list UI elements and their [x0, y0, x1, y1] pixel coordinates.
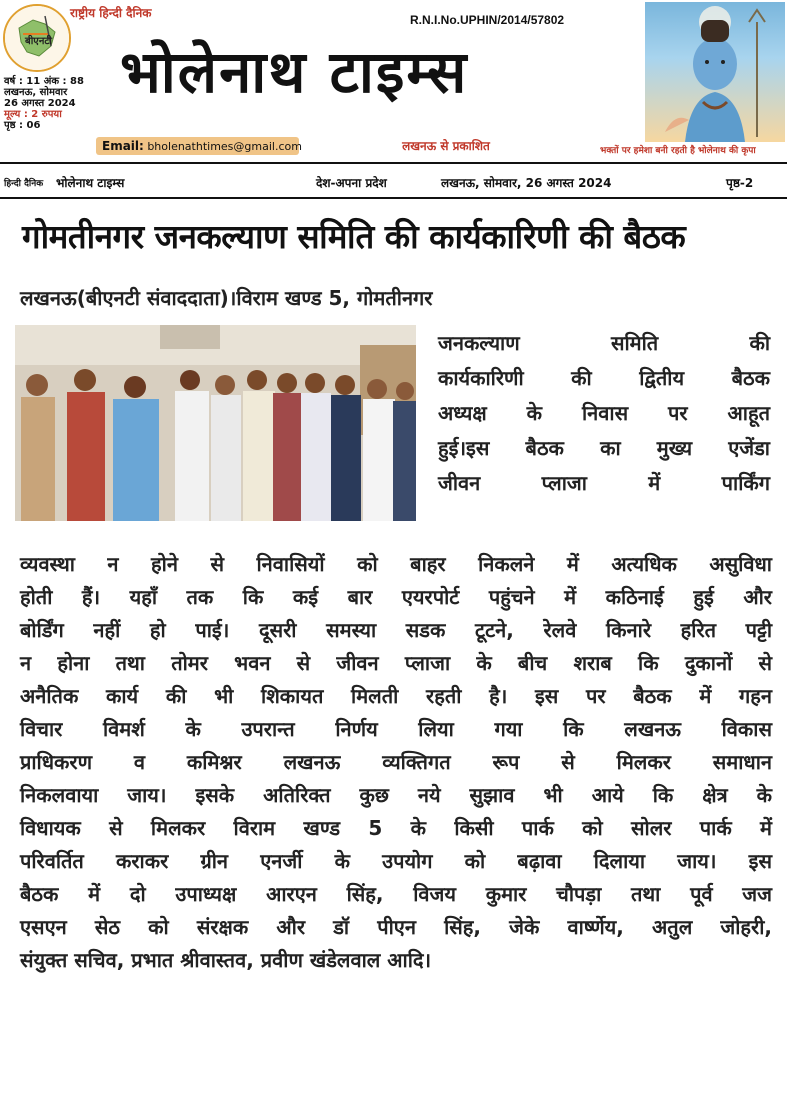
article-headline: गोमतीनगर जनकल्याण समिति की कार्यकारिणी की बैठक: [22, 217, 686, 256]
body-line: न होना तथा तोमर भवन से जीवन प्लाजा के बीच शराब कि दुकानों से: [20, 651, 772, 675]
newspaper-logo: [3, 4, 71, 72]
issue-info: [4, 76, 84, 131]
shiva-image: [645, 2, 785, 142]
strip-paper-label: हिन्दी दैनिक: [4, 179, 44, 189]
side-line: हुई।इस बैठक का मुख्य एजेंडा: [438, 436, 770, 460]
body-line: एसएन सेठ को संरक्षक और डॉ पीएन सिंह, जेके वार्ष्णेय, अतुल जोहरी,: [20, 915, 773, 939]
published-from: लखनऊ से प्रकाशित: [371, 137, 521, 155]
body-line: संयुक्त सचिव, प्रभात श्रीवास्तव, प्रवीण खंडेलवाल आदि।: [20, 948, 432, 972]
side-line: अध्यक्ष के निवास पर आहूत: [438, 401, 770, 425]
email-box: [96, 137, 302, 155]
article-side-column: [438, 326, 770, 501]
body-line: परिवर्तित कराकर ग्रीन एनर्जी के उपयोग को बढ़ावा दिलाया जाय। इस: [20, 849, 772, 873]
email-address[interactable]: bholenathtimes@gmail.com: [147, 140, 302, 153]
article-byline: लखनऊ(बीएनटी संवाददाता)।विराम खण्ड 5, गोमतीनगर: [20, 286, 433, 310]
side-line: जनकल्याण समिति की: [438, 331, 770, 355]
side-line: कार्यकारिणी की द्वितीय बैठक: [438, 366, 770, 390]
masthead-divider: [0, 162, 787, 164]
email-label: Email:: [102, 139, 144, 153]
map-logo-icon: [5, 6, 69, 70]
body-line: विचार विमर्श के उपरान्त निर्णय लिया गया कि लखनऊ विकास: [20, 717, 772, 741]
masthead: [0, 0, 787, 160]
shiva-caption: भक्तों पर हमेशा बनी रहती है भोलेनाथ की कृपा: [600, 146, 756, 156]
issue-date: 26 अगस्त 2024: [4, 98, 76, 109]
group-photo-icon: [15, 325, 416, 521]
article-body: [20, 548, 772, 977]
body-line: होती हैं। यहाँ तक कि कई बार एयरपोर्ट पहुंचने में कठिनाई हुई और: [20, 585, 772, 609]
body-line: विधायक से मिलकर विराम खण्ड 5 के किसी पार्क को सोलर पार्क में: [20, 816, 772, 840]
strip-dateline: लखनऊ, सोमवार, 26 अगस्त 2024: [441, 176, 612, 190]
tagline: राष्ट्रीय हिन्दी दैनिक: [70, 6, 152, 20]
strip-page-number: पृष्ठ-2: [726, 176, 754, 190]
body-line: बैठक में दो उपाध्यक्ष आरएन सिंह, विजय कुमार चौपड़ा तथा पूर्व जज: [20, 882, 772, 906]
issue-price: मूल्य : 2 रुपया: [4, 109, 62, 120]
body-line: निकलवाया जाय। इसके अतिरिक्त कुछ नये सुझाव भी आये कि क्षेत्र के: [20, 783, 772, 807]
strip-paper-name: भोलेनाथ टाइम्स: [56, 176, 125, 190]
body-line: व्यवस्था न होने से निवासियों को बाहर निकलने में अत्यधिक असुविधा: [20, 552, 772, 576]
side-line: जीवन प्लाजा में पार्किंग: [438, 471, 770, 495]
issue-place-day: लखनऊ, सोमवार: [4, 87, 68, 98]
issue-volume: वर्ष : 11 अंक : 88: [4, 76, 84, 87]
rni-number: R.N.I.No.UPHIN/2014/57802: [410, 13, 565, 27]
logo-text: बीएनटी: [25, 36, 53, 47]
newspaper-title: भोलेनाथ टाइम्स: [120, 38, 469, 106]
strip-divider: [0, 197, 787, 199]
issue-pages: पृष्ठ : 06: [4, 120, 41, 131]
shiva-illustration-icon: [645, 2, 785, 142]
article-photo: [15, 325, 416, 521]
body-line: बोर्डिंग नहीं हो पाई। दूसरी समस्या सडक टूटने, रेलवे किनारे हरित पट्टी: [20, 618, 772, 642]
page-info-strip: [0, 166, 787, 196]
body-line: प्राधिकरण व कमिश्नर लखनऊ व्यक्तिगत रूप से मिलकर समाधान: [20, 750, 772, 774]
body-line: अनैतिक कार्य की भी शिकायत मिलती रहती है। इस पर बैठक में गहन: [20, 684, 772, 708]
strip-section: देश-अपना प्रदेश: [316, 176, 387, 190]
